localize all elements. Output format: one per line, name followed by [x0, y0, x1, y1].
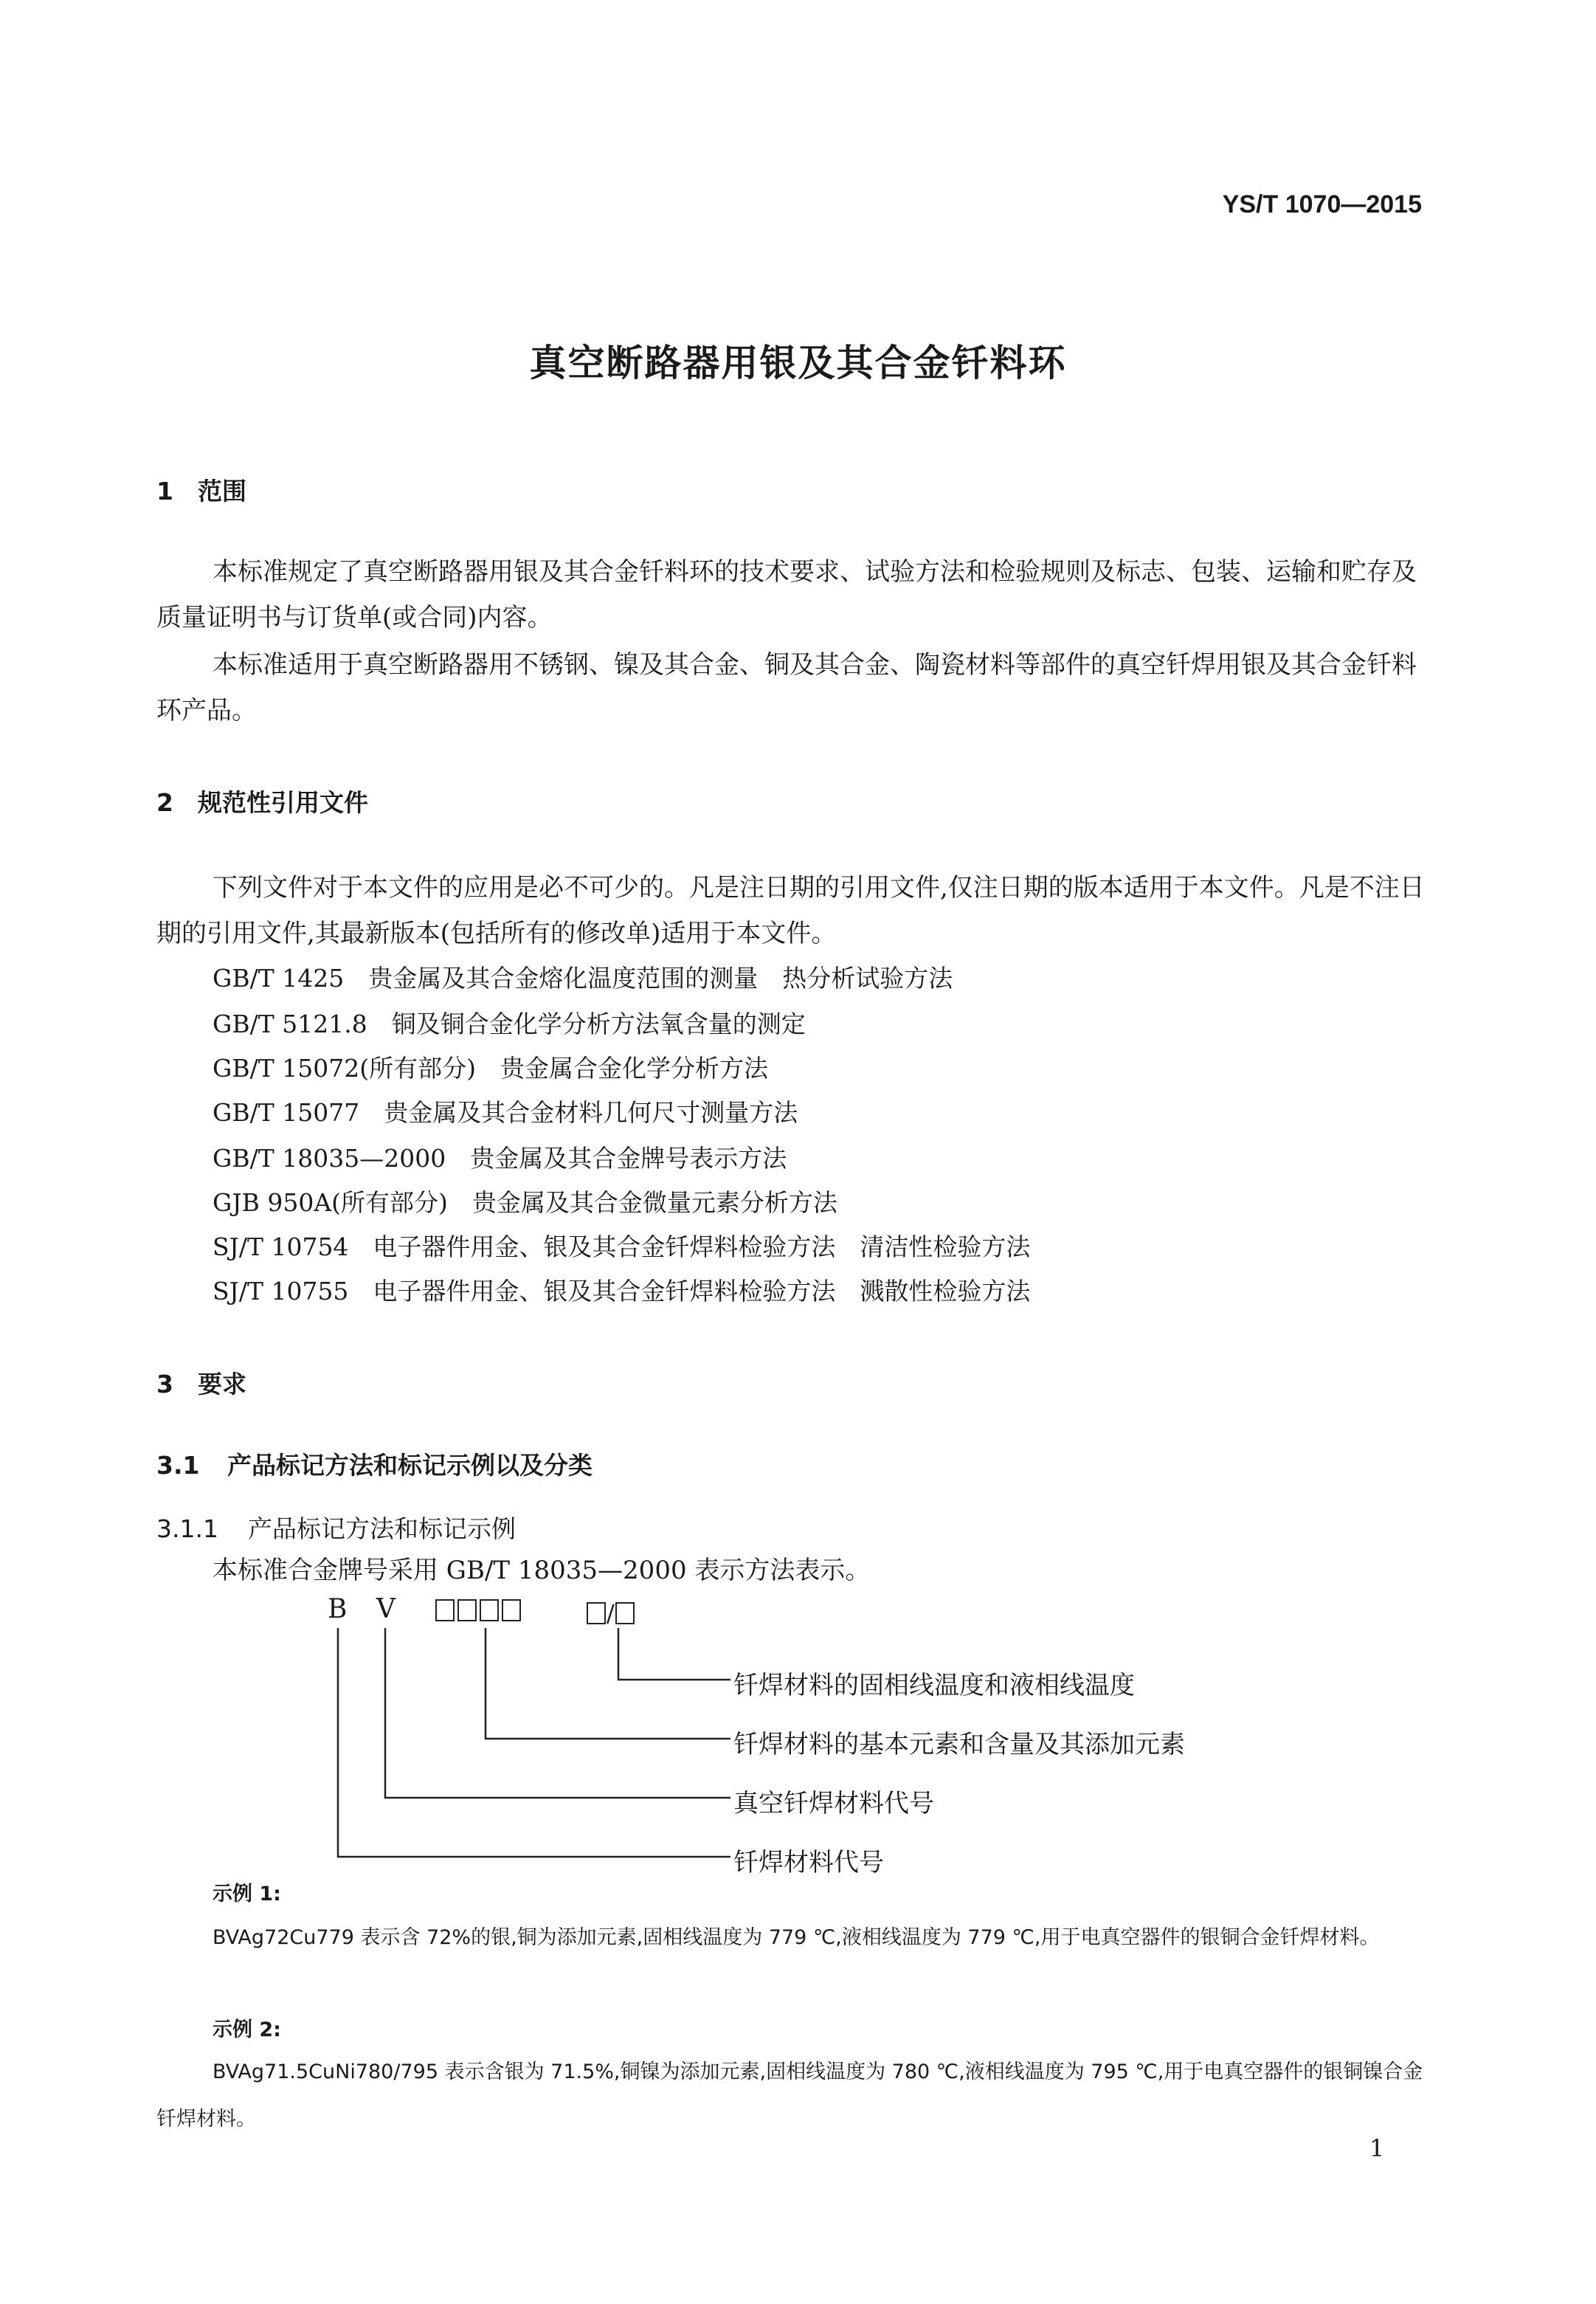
- diagram-label: 真空钎焊材料代号: [733, 1789, 934, 1818]
- diagram-label: 钎焊材料的基本元素和含量及其添加元素: [733, 1730, 1185, 1759]
- reference-item: GB/T 15072(所有部分) 贵金属合金化学分析方法: [213, 1054, 768, 1083]
- example-2-text: BVAg71.5CuNi780/795 表示含银为 71.5%,铜镍为添加元素,固相线温度为 780 ℃,液相线温度为 795 ℃,用于电真空器件的银铜镍合金钎焊材料。: [156, 2060, 1423, 2131]
- section-title: 规范性引用文件: [198, 788, 368, 817]
- paragraph: 本标准规定了真空断路器用银及其合金钎料环的技术要求、试验方法和检验规则及标志、包装、运输和贮存及质量证明书与订货单(或合同)内容。: [156, 557, 1417, 632]
- section-number: 3.1.1: [156, 1514, 218, 1543]
- code-letter-b: B: [328, 1594, 348, 1624]
- reference-item: GJB 950A(所有部分) 贵金属及其合金微量元素分析方法: [213, 1188, 837, 1217]
- section-title: 要求: [198, 1370, 246, 1398]
- section-number: 2: [156, 788, 173, 817]
- leader-line-temperature: [618, 1628, 730, 1680]
- paragraph: 本标准合金牌号采用 GB/T 18035—2000 表示方法表示。: [213, 1556, 871, 1585]
- reference-item: GB/T 5121.8 铜及铜合金化学分析方法氧含量的测定: [213, 1010, 806, 1038]
- reference-item: SJ/T 10754 电子器件用金、银及其合金钎焊料检验方法 清洁性检验方法: [213, 1232, 1031, 1261]
- diagram-label: 钎焊材料的固相线温度和液相线温度: [733, 1671, 1135, 1700]
- reference-item: GB/T 18035—2000 贵金属及其合金牌号表示方法: [213, 1144, 787, 1173]
- diagram-label: 钎焊材料代号: [733, 1848, 884, 1877]
- page-number: 1: [1369, 2134, 1385, 2162]
- reference-item: GB/T 15077 贵金属及其合金材料几何尺寸测量方法: [213, 1098, 798, 1127]
- leader-line-elements: [486, 1628, 730, 1739]
- reference-item: GB/T 1425 贵金属及其合金熔化温度范围的测量 热分析试验方法: [213, 964, 953, 993]
- section-number: 3: [156, 1370, 173, 1398]
- code-letter-v: V: [376, 1594, 395, 1624]
- leader-line-brazing: [338, 1628, 730, 1857]
- reference-item: SJ/T 10755 电子器件用金、银及其合金钎焊料检验方法 溅散性检验方法: [213, 1277, 1031, 1306]
- example-1-title: 示例 1:: [213, 1883, 281, 1905]
- slash: /: [607, 1599, 615, 1627]
- paragraph: 下列文件对于本文件的应用是必不可少的。凡是注日期的引用文件,仅注日期的版本适用于本文件。凡是不注日期的引用文件,其最新版本(包括所有的修改单)适用于本文件。: [156, 873, 1425, 948]
- section-number: 1: [156, 477, 173, 506]
- page-title: 真空断路器用银及其合金钎料环: [529, 342, 1067, 384]
- section-title: 产品标记方法和标记示例以及分类: [227, 1451, 593, 1480]
- section-number: 3.1: [156, 1451, 200, 1480]
- standard-code: YS/T 1070—2015: [1222, 190, 1422, 218]
- section-title: 产品标记方法和标记示例: [248, 1514, 516, 1543]
- section-title: 范围: [198, 477, 246, 506]
- leader-line-vacuum: [385, 1628, 730, 1798]
- paragraph: 本标准适用于真空断路器用不锈钢、镍及其合金、铜及其合金、陶瓷材料等部件的真空钎焊用银及其合金钎料环产品。: [156, 650, 1417, 725]
- example-1-text: BVAg72Cu779 表示含 72%的银,铜为添加元素,固相线温度为 779 ℃,液相线温度为 779 ℃,用于电真空器件的银铜合金钎焊材料。: [213, 1926, 1380, 1949]
- example-2-title: 示例 2:: [213, 2018, 281, 2041]
